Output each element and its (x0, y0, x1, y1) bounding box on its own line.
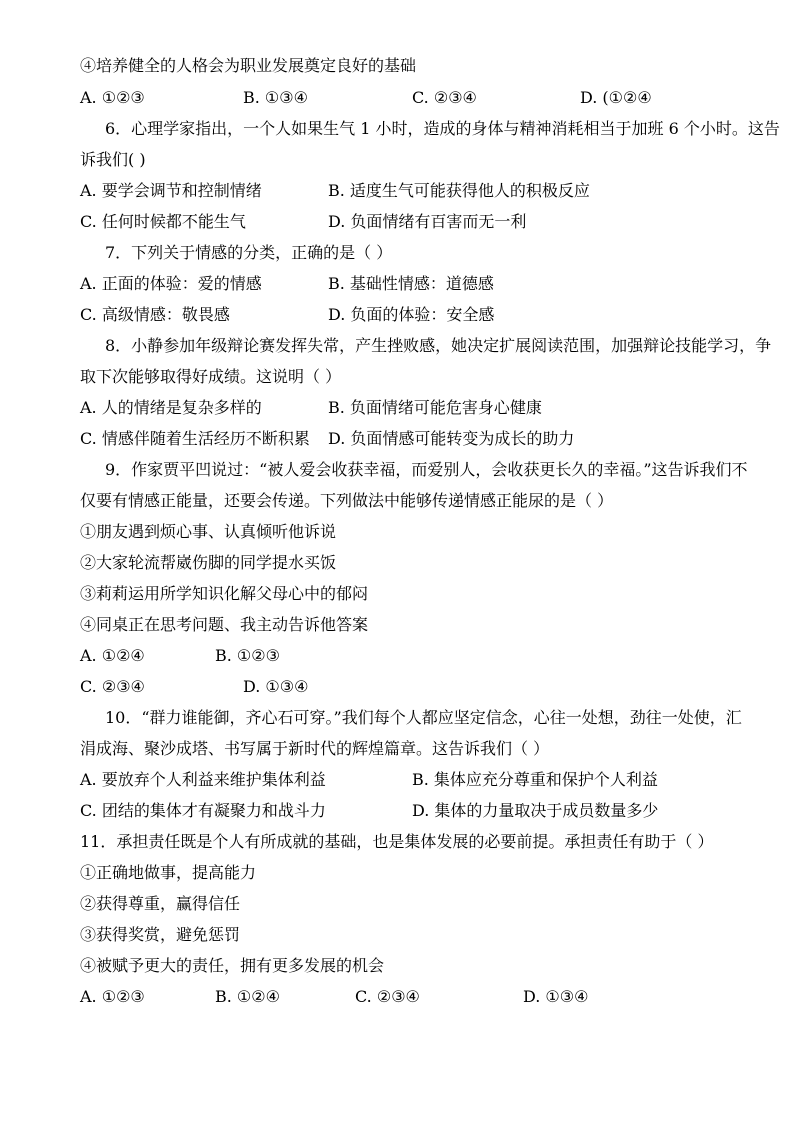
q5-option-b: B. ①③④ (243, 88, 308, 107)
q9-item-3: ③莉莉运用所学知识化解父母心中的郁闷 (80, 584, 369, 603)
q8-option-d: D. 负面情感可能转变为成长的助力 (328, 429, 575, 448)
q8-stem-line2: 取下次能够取得好成绩。这说明（ ） (80, 367, 342, 386)
q5-item-4: ④培养健全的人格会为职业发展奠定良好的基础 (80, 56, 417, 75)
q10-stem-line1: 10．“群力谁能御，齐心石可穿。”我们每个人都应坚定信念，心往一处想，劲往一处使，汇 (105, 708, 742, 727)
q9-option-d: D. ①③④ (243, 677, 309, 696)
q6-option-a: A. 要学会调节和控制情绪 (80, 181, 262, 200)
q9-stem-line2: 仅要有情感正能量，还要会传递。下列做法中能够传递情感正能尿的是（ ） (80, 491, 614, 510)
q9-option-c: C. ②③④ (80, 677, 145, 696)
q7-option-c: C. 高级情感：敬畏感 (80, 305, 230, 324)
q10-option-b: B. 集体应充分尊重和保护个人利益 (412, 770, 658, 789)
q7-option-a: A. 正面的体验：爱的情感 (80, 274, 262, 293)
q11-item-2: ②获得尊重，赢得信任 (80, 894, 241, 913)
q10-option-a: A. 要放弃个人利益来维护集体利益 (80, 770, 326, 789)
q11-option-a: A. ①②③ (80, 987, 145, 1006)
q9-stem-line1: 9．作家贾平凹说过：“被人爱会收获幸福，而爱别人，会收获更长久的幸福。”这告诉我们不 (105, 460, 748, 479)
q5-option-c: C. ②③④ (412, 88, 477, 107)
q8-stem-line1: 8．小静参加年级辩论赛发挥失常，产生挫败感，她决定扩展阅读范围，加强辩论技能学习，争 (105, 336, 772, 355)
q6-option-b: B. 适度生气可能获得他人的积极反应 (328, 181, 590, 200)
q6-option-c: C. 任何时候都不能生气 (80, 212, 246, 231)
q10-stem-line2: 涓成海、聚沙成塔、书写属于新时代的辉煌篇章。这告诉我们（ ） (80, 739, 550, 758)
q9-item-1: ①朋友遇到烦心事、认真倾听他诉说 (80, 522, 337, 541)
q10-option-d: D. 集体的力量取决于成员数量多少 (412, 801, 659, 820)
q11-stem: 11．承担责任既是个人有所成就的基础，也是集体发展的必要前提。承担责任有助于（ ） (80, 832, 714, 851)
q7-stem: 7．下列关于情感的分类，正确的是（ ） (105, 243, 393, 262)
q11-option-b: B. ①②④ (215, 987, 280, 1006)
q11-item-1: ①正确地做事，提高能力 (80, 863, 257, 882)
q5-option-a: A. ①②③ (80, 88, 145, 107)
q11-option-d: D. ①③④ (523, 987, 589, 1006)
q7-option-b: B. 基础性情感：道德感 (328, 274, 494, 293)
q8-option-c: C. 情感伴随着生活经历不断积累 (80, 429, 310, 448)
q9-option-b: B. ①②③ (215, 646, 280, 665)
q9-item-4: ④同桌正在思考问题、我主动告诉他答案 (80, 615, 369, 634)
q9-item-2: ②大家轮流帮崴伤脚的同学提水买饭 (80, 553, 337, 572)
q5-option-d: D. (①②④ (580, 88, 652, 107)
q11-item-4: ④被赋予更大的责任，拥有更多发展的机会 (80, 956, 385, 975)
q6-stem-line1: 6．心理学家指出，一个人如果生气 1 小时，造成的身体与精神消耗相当于加班 6 个小时。这告 (105, 119, 780, 138)
q6-option-d: D. 负面情绪有百害而无一利 (328, 212, 527, 231)
q8-option-a: A. 人的情绪是复杂多样的 (80, 398, 262, 417)
q8-option-b: B. 负面情绪可能危害身心健康 (328, 398, 542, 417)
q6-stem-line2: 诉我们( ) (80, 150, 146, 169)
q7-option-d: D. 负面的体验：安全感 (328, 305, 495, 324)
q10-option-c: C. 团结的集体才有凝聚力和战斗力 (80, 801, 326, 820)
q9-option-a: A. ①②④ (80, 646, 145, 665)
q11-item-3: ③获得奖赏，避免惩罚 (80, 925, 241, 944)
q11-option-c: C. ②③④ (355, 987, 420, 1006)
